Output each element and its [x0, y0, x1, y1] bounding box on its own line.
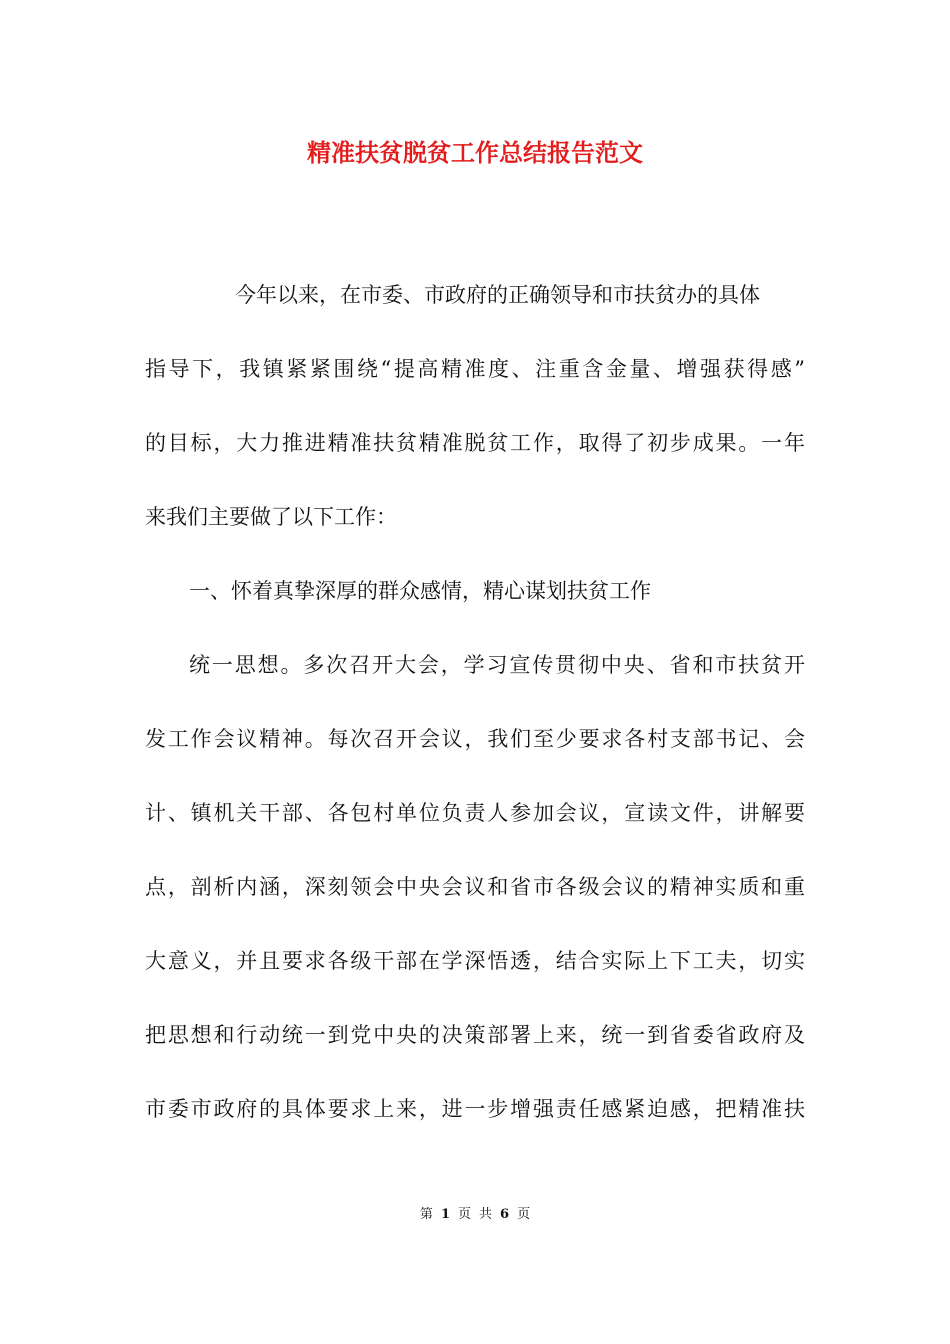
paragraph-line: 点，剖析内涵，深刻领会中央会议和省市各级会议的精神实质和重 [145, 875, 805, 899]
footer-total-word: 共 [479, 1207, 493, 1222]
paragraph-line: 指导下，我镇紧紧围绕“提高精准度、注重含金量、增强获得感” [145, 357, 805, 381]
paragraph-line: 计、镇机关干部、各包村单位负责人参加会议，宣读文件，讲解要 [145, 801, 805, 825]
paragraph-line: 把思想和行动统一到党中央的决策部署上来，统一到省委省政府及 [145, 1023, 805, 1047]
paragraph-line: 市委市政府的具体要求上来，进一步增强责任感紧迫感，把精准扶 [145, 1097, 805, 1121]
paragraph-line: 今年以来，在市委、市政府的正确领导和市扶贫办的具体 [235, 283, 760, 307]
footer-suffix: 页 [517, 1207, 531, 1222]
section-heading: 一、怀着真挚深厚的群众感情，精心谋划扶贫工作 [189, 579, 651, 603]
page-footer [0, 1206, 950, 1224]
current-page-number: 1 [440, 1207, 450, 1222]
footer-page-word: 页 [457, 1207, 471, 1222]
paragraph-line: 来我们主要做了以下工作： [145, 505, 397, 529]
document-title: 精准扶贫脱贫工作总结报告范文 [307, 138, 643, 167]
paragraph-line: 大意义，并且要求各级干部在学深悟透，结合实际上下工夫，切实 [145, 949, 805, 973]
paragraph-line: 统一思想。多次召开大会，学习宣传贯彻中央、省和市扶贫开 [189, 653, 805, 677]
paragraph-line: 发工作会议精神。每次召开会议，我们至少要求各村支部书记、会 [145, 727, 805, 751]
total-page-number: 6 [500, 1207, 510, 1222]
footer-prefix: 第 [419, 1207, 433, 1222]
paragraph-line: 的目标，大力推进精准扶贫精准脱贫工作，取得了初步成果。一年 [145, 431, 805, 455]
